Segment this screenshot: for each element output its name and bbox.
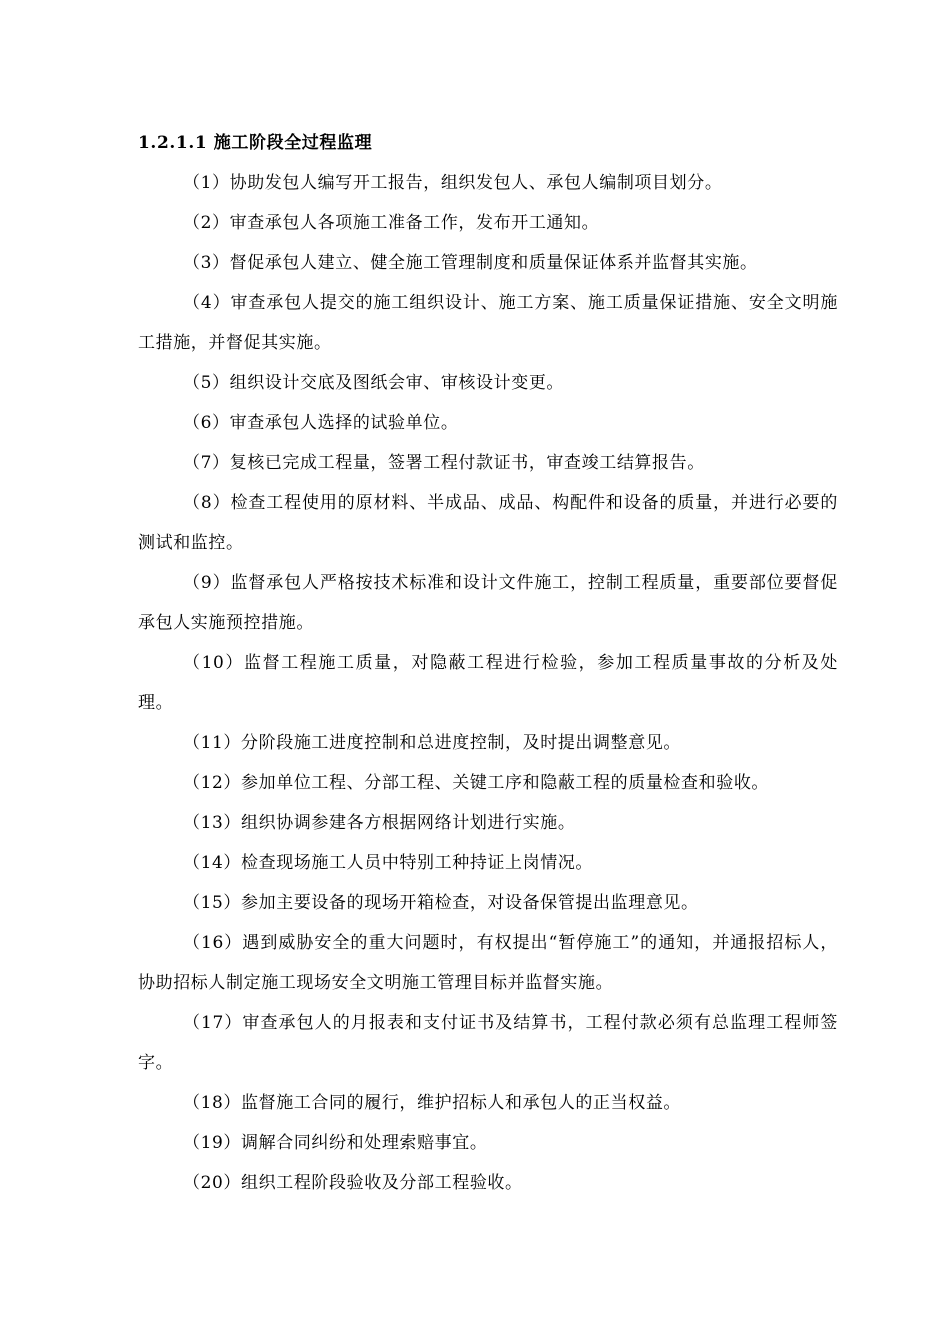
list-item: （11）分阶段施工进度控制和总进度控制，及时提出调整意见。 [183,733,682,753]
document-body [138,123,838,1203]
list-item: （4）审查承包人提交的施工组织设计、施工方案、施工质量保证措施、安全文明施工措施，并督促其实施。 [138,293,838,353]
list-item: （2）审查承包人各项施工准备工作，发布开工通知。 [183,213,600,233]
list-item: （9）监督承包人严格按技术标准和设计文件施工，控制工程质量，重要部位要督促承包人实施预控措施。 [138,573,838,633]
list-item: （12）参加单位工程、分部工程、关键工序和隐蔽工程的质量检查和验收。 [183,773,770,793]
list-item: （10）监督工程施工质量，对隐蔽工程进行检验，参加工程质量事故的分析及处理。 [138,653,838,713]
list-item: （3）督促承包人建立、健全施工管理制度和质量保证体系并监督其实施。 [183,253,758,273]
list-item: （15）参加主要设备的现场开箱检查，对设备保管提出监理意见。 [183,893,699,913]
list-item: （16）遇到威胁安全的重大问题时，有权提出“暂停施工”的通知，并通报招标人，协助招标人制定施工现场安全文明施工管理目标并监督实施。 [138,933,838,993]
list-item: （20）组织工程阶段验收及分部工程验收。 [183,1173,523,1193]
list-item: （13）组织协调参建各方根据网络计划进行实施。 [183,813,576,833]
list-item: （7）复核已完成工程量，签署工程付款证书，审查竣工结算报告。 [183,453,705,473]
section-heading: 1.2.1.1 施工阶段全过程监理 [138,133,373,153]
list-item: （5）组织设计交底及图纸会审、审核设计变更。 [183,373,565,393]
list-item: （17）审查承包人的月报表和支付证书及结算书，工程付款必须有总监理工程师签字。 [138,1013,838,1073]
list-item: （14）检查现场施工人员中特别工种持证上岗情况。 [183,853,594,873]
list-item: （8）检查工程使用的原材料、半成品、成品、构配件和设备的质量，并进行必要的测试和监控。 [138,493,838,553]
list-item: （18）监督施工合同的履行，维护招标人和承包人的正当权益。 [183,1093,682,1113]
list-item: （1）协助发包人编写开工报告，组织发包人、承包人编制项目划分。 [183,173,723,193]
list-item: （6）审查承包人选择的试验单位。 [183,413,459,433]
list-item: （19）调解合同纠纷和处理索赔事宜。 [183,1133,488,1153]
